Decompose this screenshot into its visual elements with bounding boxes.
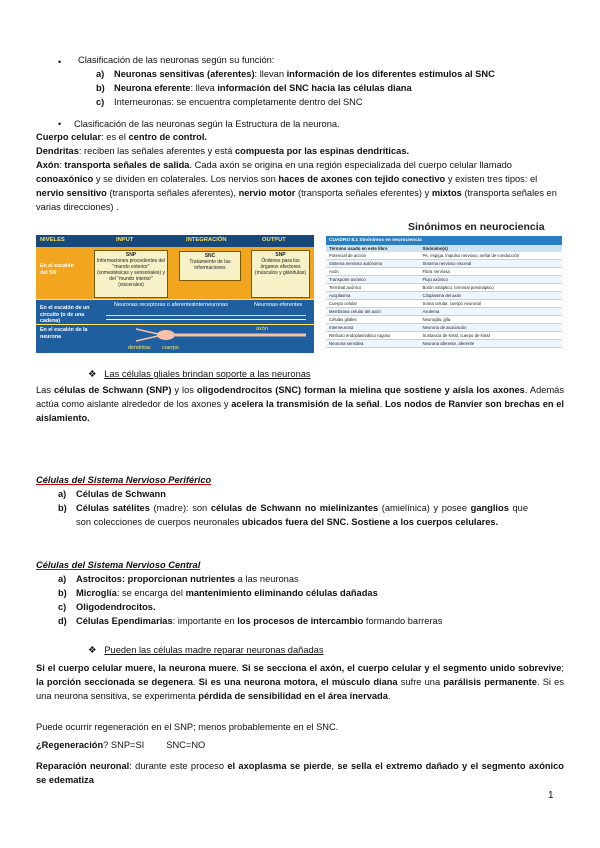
circuit-arrow [106, 315, 306, 316]
table-caption: CUADRO 8.1 Sinónimos en neurociencia [326, 236, 562, 245]
snp-cells-list [58, 487, 528, 529]
table-row: Axón Fibra nerviosa [326, 268, 562, 276]
efferent-label: Neuronas eferentes [254, 302, 303, 308]
snp-output-box: SNP Órdenes para los órganos efectores (músculos y glándulas) [251, 250, 310, 298]
cuerpo-line: Cuerpo celular: es el centro de control. [36, 132, 208, 142]
glia-heading-line [88, 367, 311, 381]
row-label-neuron: En el escalón de la neurona [40, 327, 88, 340]
neuron-illustration [96, 325, 314, 345]
receptors-label: Neuronas receptoras o aferentes [114, 302, 195, 308]
regeneration-question: ¿Regeneración? SNP=SI SNC=NO [36, 740, 206, 750]
dendritas-label: dendritas [128, 345, 151, 351]
list-item: d) Células Ependimarias: importante en los procesos de intercambio formando barreras [58, 616, 443, 626]
divider [36, 299, 314, 300]
snc-cells-list [58, 572, 558, 628]
table-row: Transporte axónico Flujo axónico [326, 276, 562, 284]
table-row: Retículo endoplasmático rugoso Sustancia de Nissl, cuerpo de Nissl [326, 332, 562, 340]
list-item: b) Neurona eferente: lleva información del SNC hacia las células diana [96, 83, 412, 93]
regeneration-note: Puede ocurrir regeneración en el SNP; menos probablemente en el SNC. [36, 722, 339, 732]
table-row: Cuerpo celular Soma celular, cuerpo neuronal [326, 300, 562, 308]
bullet: • [58, 57, 62, 67]
snc-box: SNC Tratamiento de las informaciones [179, 251, 241, 281]
table-row: Sistema nervioso autónomo Sistema nervioso visceral [326, 260, 562, 268]
diamond-bullet-icon: ❖ [88, 645, 97, 655]
section2-heading: Clasificación de las neuronas según la Estructura de la neurona. [74, 119, 340, 129]
row-label-circuit: En el escalón de un circuito (o de una cadena) [40, 305, 90, 324]
section1-list [96, 67, 566, 109]
stem-heading: Pueden las células madre reparar neuronas dañadas [104, 645, 324, 655]
header-integracion: INTEGRACIÓN [186, 237, 227, 243]
synonyms-table [326, 236, 562, 348]
list-item: a) Astrocitos: proporcionan nutrientes a las neuronas [58, 574, 299, 584]
table-header: Término usado en este libro [326, 245, 420, 252]
list-item: a) Células de Schwann [58, 489, 166, 499]
diamond-bullet-icon: ❖ [88, 369, 97, 379]
axon-line: Axón: transporta señales de salida. Cada axón se origina en una región especializada del cuerpo celular llamado conoaxónico y se dividen en colaterales. Los nervios son haces de axones con tejido conectivo y existen tres tipos: el nervio sensitivo (transporta señales aferentes), nervio motor (transporta señales eferentes) y mixtos (transporta señales en varias direcciones) . [36, 160, 557, 212]
table-row: Potencial de acción PA, espiga, impulso nervioso, señal de conducción [326, 252, 562, 260]
row-label-sn: En el escalón del SN [40, 263, 74, 276]
list-item: c) Interneuronas: se encuentra completamente dentro del SNC [96, 97, 363, 107]
section1-heading: Clasificación de las neuronas según su función: [78, 55, 275, 65]
cell-body-icon [157, 330, 175, 340]
list-item: a) Neuronas sensitivas (aferentes): llevan información de los diferentes estímulos al SNC [96, 69, 495, 79]
table-header: Sinónimo(s) [420, 245, 562, 252]
list-item: b) Microglía: se encarga del mantenimiento eliminando células dañadas [58, 588, 378, 598]
neuron-levels-diagram [36, 235, 314, 353]
header-output: OUTPUT [262, 237, 286, 243]
snc-cells-heading: Células del Sistema Nervioso Central [36, 560, 201, 570]
snp-input-box: SNP Informaciones procedentes del "mundo exterior" (somestésicas y sensoriales) y del "mundo interior" (viscerales) [94, 250, 168, 298]
header-niveles: NIVELES [40, 237, 65, 243]
cuerpo-label: cuerpo [162, 345, 179, 351]
glia-paragraph: Las células de Schwann (SNP) y los oligodendrocitos (SNC) forman la mielina que sostiene y aísla los axones. Además actúa como aislante alrededor de los axones y acelera la transmisión de la señal. Los nodos de Ranvier son brechas en el aislamiento. [36, 385, 565, 423]
snp-cells-heading: Células del Sistema Nervioso Periférico [36, 475, 212, 485]
interneurons-label: Interneuronas [194, 302, 228, 308]
axon-label: axón [256, 326, 268, 332]
header-input: INPUT [116, 237, 134, 243]
repair-paragraph: Reparación neuronal: durante este proceso el axoplasma se pierde, se sella el extremo dañado y el segmento axónico se edematiza [36, 761, 564, 785]
table-row: Membrana celular del axón Axolema [326, 308, 562, 316]
page-number: 1 [548, 790, 554, 801]
structure-paragraph [36, 130, 564, 214]
table-row: Neurona sensitiva Neurona aferente, aferente [326, 340, 562, 348]
dendritas-line: Dendritas: reciben las señales aferentes y está compuesta por las espinas dendríticas. [36, 146, 410, 156]
stem-paragraph: Si el cuerpo celular muere, la neurona muere. Si se secciona el axón, el cuerpo celular y el segmento unido sobrevive; la porción seccionada se degenera. Si es una neurona motora, el músculo diana sufre una parálisis permanente. Si es una neurona sensitiva, se experimenta pérdida de sensibilidad en el área inervada. [36, 663, 564, 701]
bullet: • [58, 119, 62, 129]
glia-heading: Las células gliales brindan soporte a las neuronas [104, 369, 311, 379]
table-row: Terminal axónico Botón sináptico, terminal presináptico [326, 284, 562, 292]
synonyms-title: Sinónimos en neurociencia [408, 221, 545, 233]
stem-heading-line [88, 643, 323, 657]
table-row: Axoplasma Citoplasma del axón [326, 292, 562, 300]
circuit-arrow [106, 319, 306, 320]
list-item: c) Oligodendrocitos. [58, 602, 156, 612]
list-item: b) Células satélites (madre): son células de Schwann no mielinizantes (amielínica) y posee ganglios que son colecciones de cuerpos neuronales ubicados fuera del SNC. Sostiene a los cuerpos celulares. [58, 503, 528, 527]
table-row: Células gliales Neuroglia, glía [326, 316, 562, 324]
table-row: Interneurona Neurona de asociación [326, 324, 562, 332]
